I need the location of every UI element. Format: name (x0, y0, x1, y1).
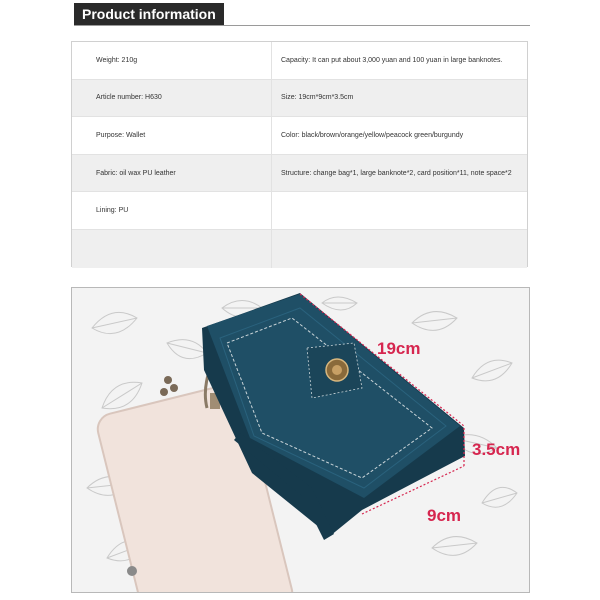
spec-value: Color: black/brown/orange/yellow/peacock green/burgundy (281, 131, 464, 139)
spec-row (72, 117, 527, 155)
spec-row (72, 42, 527, 80)
spec-row (72, 80, 527, 118)
spec-label: Lining: PU (72, 192, 272, 229)
spec-row (72, 230, 527, 268)
spec-value: Size: 19cm*9cm*3.5cm (281, 94, 354, 102)
length-label: 19cm (377, 339, 421, 358)
spec-label (72, 230, 272, 268)
camera-icon (127, 566, 137, 576)
section-header (74, 0, 530, 26)
spec-value: Structure: change bag*1, large banknote*2, card position*11, note space*2 (281, 169, 512, 177)
spec-label: Article number: H630 (72, 80, 272, 117)
section-title: Product information (74, 3, 224, 25)
product-photo (71, 287, 530, 593)
height-label: 3.5cm (472, 440, 521, 459)
wallet-illustration (72, 288, 529, 592)
spec-row (72, 155, 527, 193)
spec-table (71, 41, 528, 267)
spec-value (272, 230, 527, 268)
spec-row (72, 192, 527, 230)
spec-label: Purpose: Wallet (72, 117, 272, 154)
spec-label: Fabric: oil wax PU leather (72, 155, 272, 192)
header-divider (74, 25, 530, 26)
spec-value: Capacity: It can put about 3,000 yuan and 100 yuan in large banknotes. (281, 56, 503, 64)
spec-label: Weight: 210g (72, 42, 272, 79)
spec-value (272, 192, 527, 229)
width-label: 9cm (427, 506, 462, 525)
